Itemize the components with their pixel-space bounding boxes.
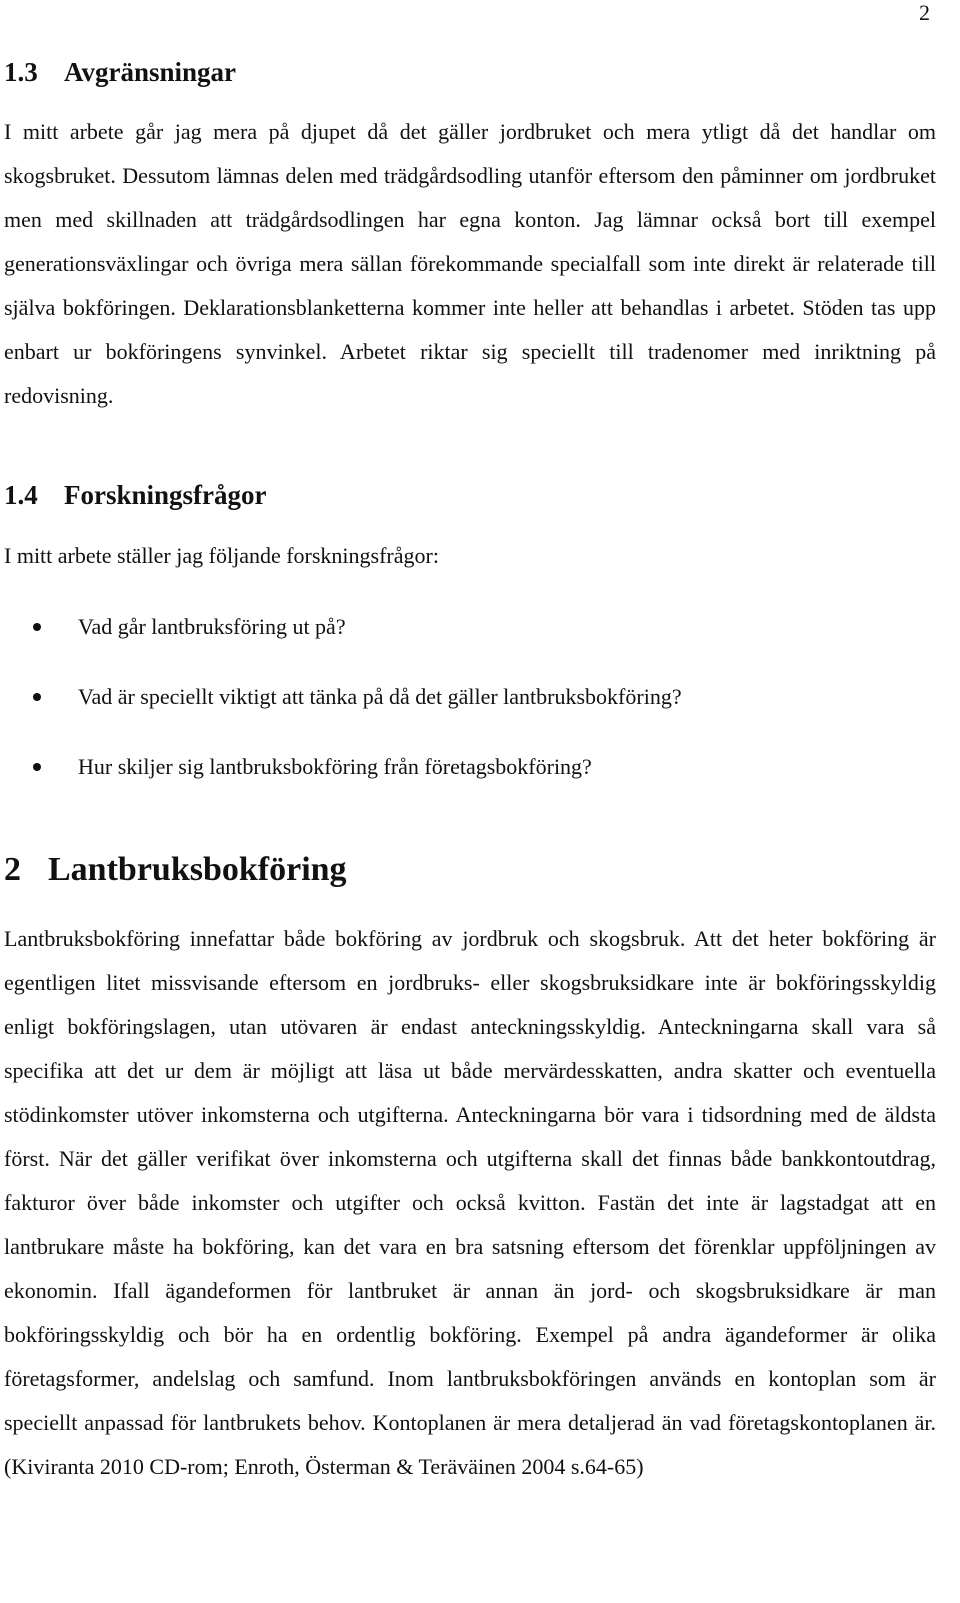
list-item [4,592,682,662]
question-text: Hur skiljer sig lantbruksbokföring från företagsbokföring? [78,754,592,779]
bullet-icon [33,763,41,771]
question-text: Vad är speciellt viktigt att tänka på då det gäller lantbruksbokföring? [78,684,682,709]
list-item [4,732,682,802]
section-number: 1.3 [4,57,38,87]
bullet-icon [33,693,41,701]
section-heading-forskningsfragor [4,478,267,512]
chapter-title: Lantbruksbokföring [48,851,347,888]
question-text: Vad går lantbruksföring ut på? [78,614,346,639]
chapter-heading-lantbruksbokforing [4,850,347,890]
research-questions-list [4,592,682,802]
section-number: 1.4 [4,480,38,510]
section-title: Forskningsfrågor [64,480,267,510]
forskningsfragor-intro: I mitt arbete ställer jag följande forskningsfrågor: [4,543,439,568]
list-item [4,662,682,732]
section-heading-avgransningar [4,55,236,89]
lantbruksbokforing-paragraph: Lantbruksbokföring innefattar både bokföring av jordbruk och skogsbruk. Att det heter bokföring är egentligen litet missvisande eftersom en jordbruks- eller skogsbruksidkare inte är bokföringsskyldig enligt bokföringslagen, utan utövaren är endast anteckningsskyldig. Anteckningarna skall vara så specifika att det ur dem är möjligt att läsa ut både mervärdesskatten, andra skatter och eventuella stödinkomster utöver inkomsterna och utgifterna. Anteckningarna bör vara i tidsordning med de äldsta först. När det gäller verifikat över inkomsterna och utgifterna skall det finnas både bankkontoutdrag, fakturor över både inkomster och utgifter och också kvitton. Fastän det inte är lagstadgat att en lantbrukare måste ha bokföring, kan det vara en bra satsning eftersom det förenklar uppföljningen av ekonomin. Ifall ägandeformen för lantbruket är annan än jord- och skogsbruksidkare är man bokföringsskyldig och bör ha en ordentlig bokföring. Exempel på andra ägandeformer är olika företagsformer, andelslag och samfund. Inom lantbruksbokföringen används en kontoplan som är speciellt anpassad för lantbrukets behov. Kontoplanen är mera detaljerad än vad företagskontoplanen är. (Kiviranta 2010 CD-rom; Enroth, Österman & Teräväinen 2004 s.64-65) [4,926,936,1479]
avgransningar-paragraph: I mitt arbete går jag mera på djupet då det gäller jordbruket och mera ytligt då det handlar om skogsbruket. Dessutom lämnas delen med trädgårdsodling utanför eftersom den påminner om jordbruket men med skillnaden att trädgårdsodlingen har egna konton. Jag lämnar också bort till exempel generationsväxlingar och övriga mera sällan förekommande specialfall som inte direkt är relaterade till själva bokföringen. Deklarationsblanketterna kommer inte heller att behandlas i arbetet. Stöden tas upp enbart ur bokföringens synvinkel. Arbetet riktar sig speciellt till tradenomer med inriktning på redovisning. [4,119,936,408]
page-number: 2 [919,0,930,25]
bullet-icon [33,623,41,631]
chapter-number: 2 [4,851,21,888]
section-title: Avgränsningar [64,57,237,87]
